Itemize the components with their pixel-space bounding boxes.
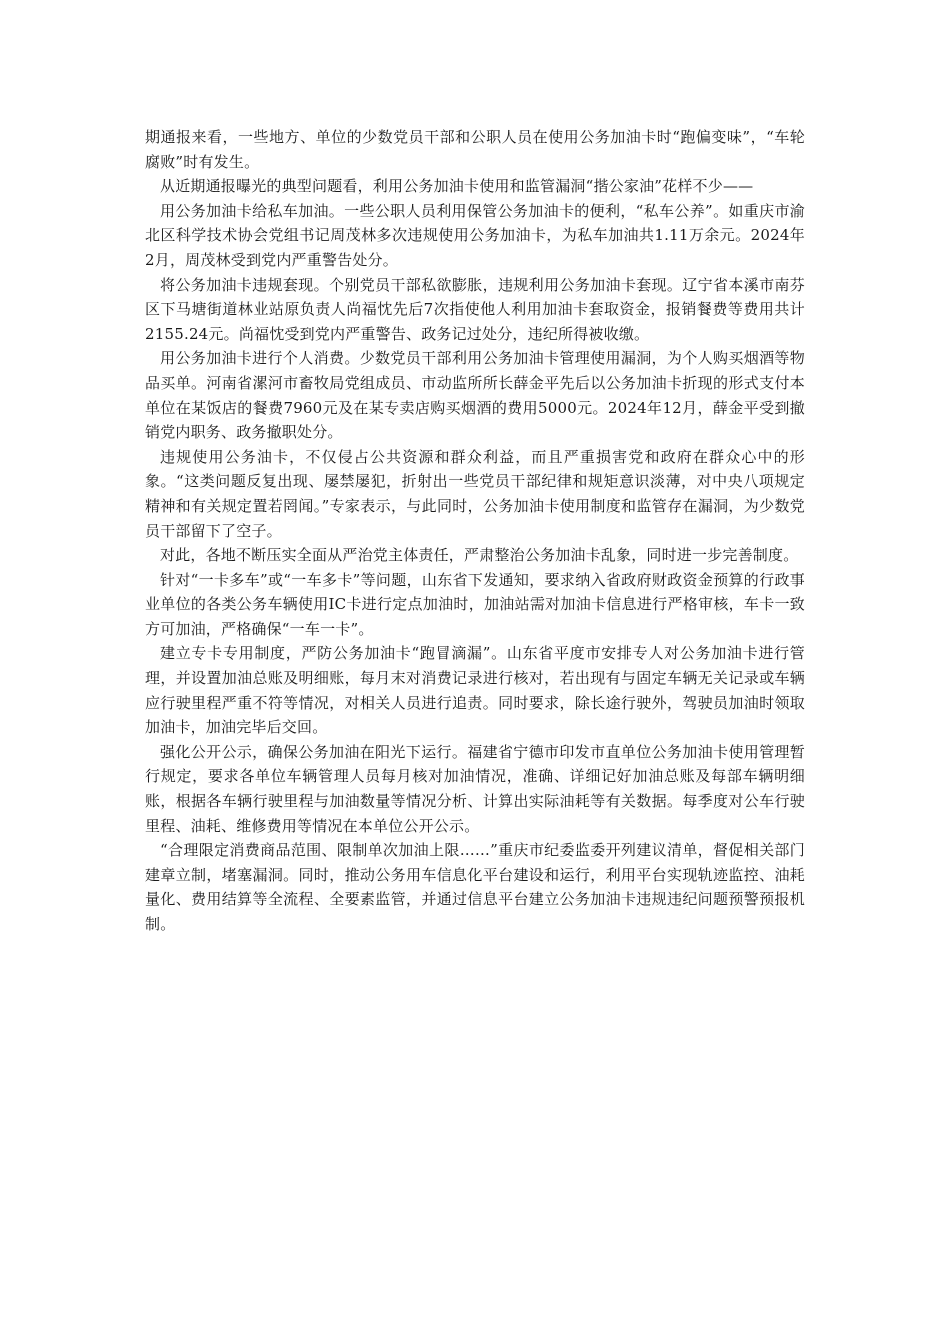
article-body xyxy=(145,125,805,937)
paragraph-1: 期通报来看，一些地方、单位的少数党员干部和公职人员在使用公务加油卡时“跑偏变味”，“车轮腐败”时有发生。 xyxy=(145,128,805,171)
paragraph-5: 用公务加油卡进行个人消费。少数党员干部利用公务加油卡管理使用漏洞，为个人购买烟酒等物品买单。河南省漯河市畜牧局党组成员、市动监所所长薛金平先后以公务加油卡折现的形式支付本单位在某饭店的餐费7960元及在某专卖店购买烟酒的费用5000元。2024年12月，薛金平受到撤销党内职务、政务撤职处分。 xyxy=(145,349,805,442)
paragraph-10: 强化公开公示，确保公务加油在阳光下运行。福建省宁德市印发市直单位公务加油卡使用管理暂行规定，要求各单位车辆管理人员每月核对加油情况，准确、详细记好加油总账及每部车辆明细账，根据各车辆行驶里程与加油数量等情况分析、计算出实际油耗等有关数据。每季度对公车行驶里程、油耗、维修费用等情况在本单位公开公示。 xyxy=(145,742,805,835)
paragraph-11: “合理限定消费商品范围、限制单次加油上限……”重庆市纪委监委开列建议清单，督促相关部门建章立制，堵塞漏洞。同时，推动公务用车信息化平台建设和运行，利用平台实现轨迹监控、油耗量化、费用结算等全流程、全要素监管，并通过信息平台建立公务加油卡违规违纪问题预警预报机制。 xyxy=(145,841,805,933)
paragraph-4: 将公务加油卡违规套现。个别党员干部私欲膨胀，违规利用公务加油卡套现。辽宁省本溪市南芬区下马塘街道林业站原负责人尚福忱先后7次指使他人利用加油卡套取资金，报销餐费等费用共计2155.24元。尚福忱受到党内严重警告、政务记过处分，违纪所得被收缴。 xyxy=(145,275,805,343)
paragraph-8: 针对“一卡多车”或“一车多卡”等问题，山东省下发通知，要求纳入省政府财政资金预算的行政事业单位的各类公务车辆使用IC卡进行定点加油时，加油站需对加油卡信息进行严格审核，车卡一致方可加油，严格确保“一车一卡”。 xyxy=(145,570,805,638)
paragraph-9: 建立专卡专用制度，严防公务加油卡“跑冒滴漏”。山东省平度市安排专人对公务加油卡进行管理，并设置加油总账及明细账，每月末对消费记录进行核对，若出现有与固定车辆无关记录或车辆应行驶里程严重不符等情况，对相关人员进行追责。同时要求，除长途行驶外，驾驶员加油时领取加油卡，加油完毕后交回。 xyxy=(145,644,805,737)
paragraph-2: 从近期通报曝光的典型问题看，利用公务加油卡使用和监管漏洞“揩公家油”花样不少—— xyxy=(160,177,754,196)
paragraph-3: 用公务加油卡给私车加油。一些公职人员利用保管公务加油卡的便利，“私车公养”。如重庆市渝北区科学技术协会党组书记周茂林多次违规使用公务加油卡，为私车加油共1.11万余元。2024年2月，周茂林受到党内严重警告处分。 xyxy=(145,201,805,269)
paragraph-7: 对此，各地不断压实全面从严治党主体责任，严肃整治公务加油卡乱象，同时进一步完善制度。 xyxy=(160,546,799,565)
paragraph-6: 违规使用公务油卡，不仅侵占公共资源和群众利益，而且严重损害党和政府在群众心中的形象。“这类问题反复出现、屡禁屡犯，折射出一些党员干部纪律和规矩意识淡薄，对中央八项规定精神和有关规定置若罔闻。”专家表示，与此同时，公务加油卡使用制度和监管存在漏洞，为少数党员干部留下了空子。 xyxy=(145,447,805,540)
